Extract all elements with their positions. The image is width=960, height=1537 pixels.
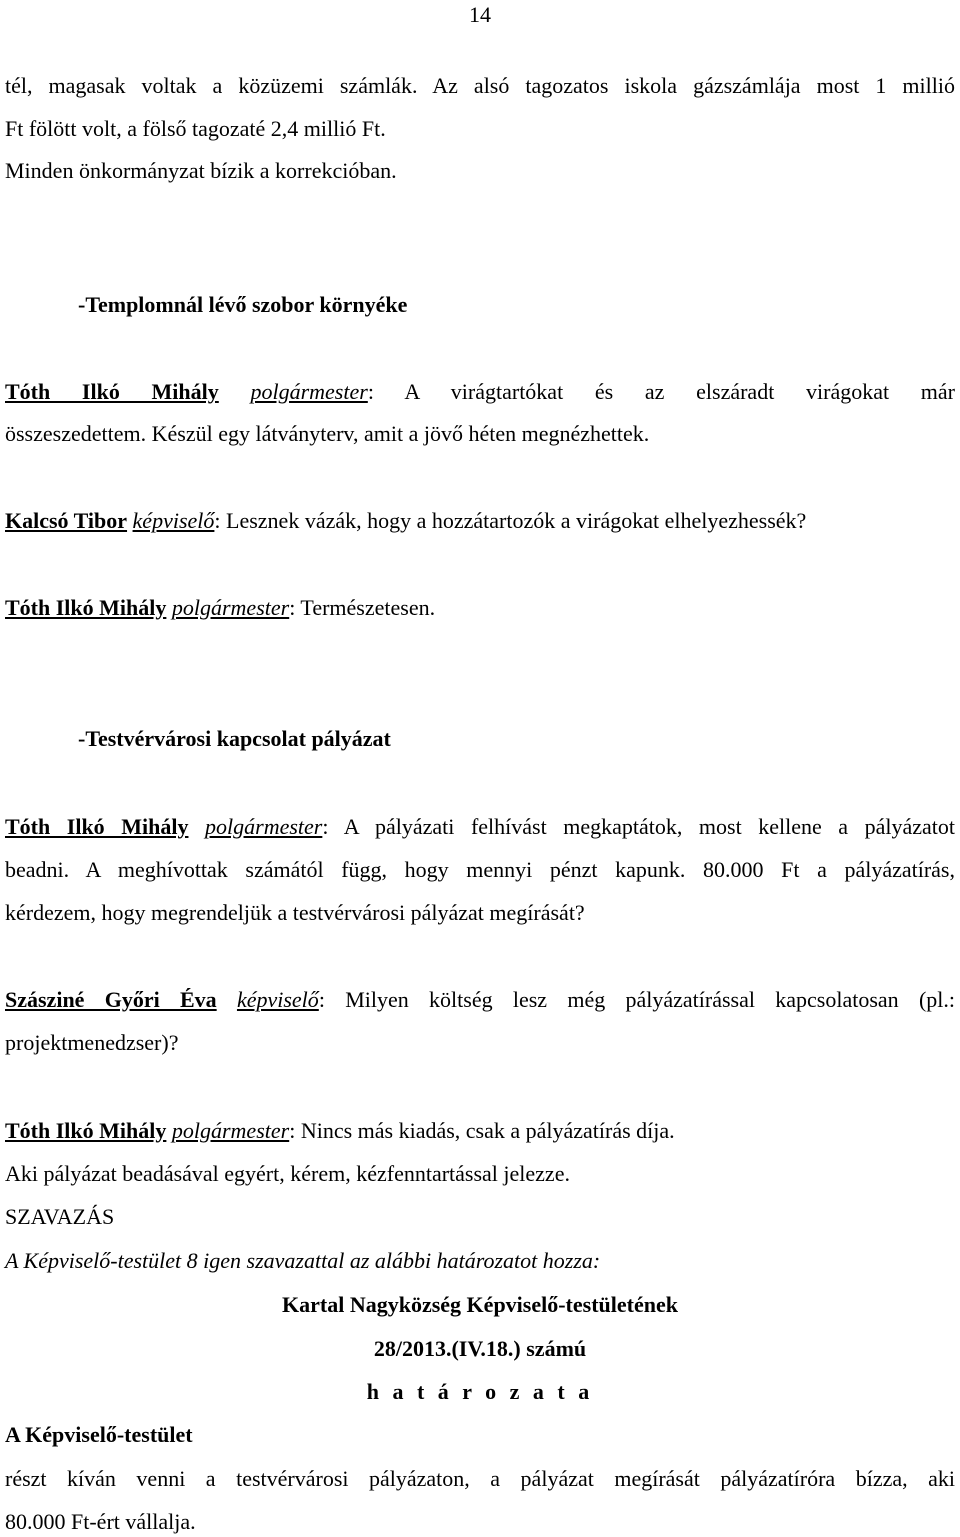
vote-label: SZAVAZÁS (5, 1204, 115, 1229)
speaker-name: Tóth Ilkó Mihály (5, 1118, 167, 1143)
speaker-role: polgármester (171, 595, 290, 620)
speaker-role: képviselő (132, 508, 215, 533)
paragraph-line: Ft fölött volt, a fölső tagozaté 2,4 millió Ft. (5, 116, 386, 141)
resolution-body-heading: A Képviselő-testület (5, 1422, 193, 1447)
paragraph-line: kérdezem, hogy megrendeljük a testvérvárosi pályázat megírását? (5, 900, 585, 925)
paragraph-line: Aki pályázat beadásával egyért, kérem, kézfenntartással jelezze. (5, 1161, 570, 1186)
resolution-number: 28/2013.(IV.18.) számú (373, 1336, 587, 1361)
speaker-role: képviselő (236, 987, 319, 1012)
resolution-body-line: 80.000 Ft-ért vállalja. (5, 1509, 196, 1534)
paragraph-line: Minden önkormányzat bízik a korrekcióban. (5, 158, 397, 183)
page-number: 14 (469, 2, 491, 27)
paragraph-line: tél, magasak voltak a közüzemi számlák. Az alsó tagozatos iskola gázszámlája most 1 millió (5, 73, 955, 98)
speech-text: : Természetesen. (289, 595, 436, 620)
speaker-name: Tóth Ilkó Mihály (5, 595, 167, 620)
speaker-name: Kalcsó Tibor (5, 508, 128, 533)
speaker-paragraph (5, 595, 435, 621)
paragraph-line: beadni. A meghívottak számától függ, hogy mennyi pénzt kapunk. 80.000 Ft a pályázatírás, (5, 857, 955, 882)
speech-text: : A virágtartókat és az elszáradt virágokat már (367, 379, 956, 404)
speaker-paragraph (5, 508, 806, 534)
section-heading: -Testvérvárosi kapcsolat pályázat (78, 726, 391, 751)
speaker-role: polgármester (205, 814, 323, 839)
speech-text: : Milyen költség lesz még pályázatírással kapcsolatosan (pl.: (318, 987, 955, 1012)
paragraph-line: projektmenedzser)? (5, 1030, 179, 1055)
speech-text: : A pályázati felhívást megkaptátok, most kellene a pályázatot (322, 814, 956, 839)
resolution-label: h a t á r o z a t a (366, 1379, 594, 1404)
speaker-name: Tóth Ilkó Mihály (5, 379, 219, 404)
resolution-title: Kartal Nagyközség Képviselő-testületének (282, 1292, 678, 1317)
speaker-name: Tóth Ilkó Mihály (5, 814, 189, 839)
vote-result: A Képviselő-testület 8 igen szavazattal az alábbi határozatot hozza: (5, 1248, 601, 1273)
section-heading: -Templomnál lévő szobor környéke (78, 292, 408, 317)
speaker-name: Szásziné Győri Éva (5, 987, 217, 1012)
speech-text: : Lesznek vázák, hogy a hozzátartozók a virágokat elhelyezhessék? (214, 508, 807, 533)
paragraph-line: összeszedettem. Készül egy látványterv, amit a jövő héten megnézhettek. (5, 421, 650, 446)
speech-text: : Nincs más kiadás, csak a pályázatírás díja. (289, 1118, 675, 1143)
speaker-role: polgármester (250, 379, 368, 404)
resolution-body-line: részt kíván venni a testvérvárosi pályázaton, a pályázat megírását pályázatíróra bízza, aki (5, 1466, 955, 1491)
speaker-paragraph (5, 1118, 675, 1144)
speaker-role: polgármester (171, 1118, 290, 1143)
